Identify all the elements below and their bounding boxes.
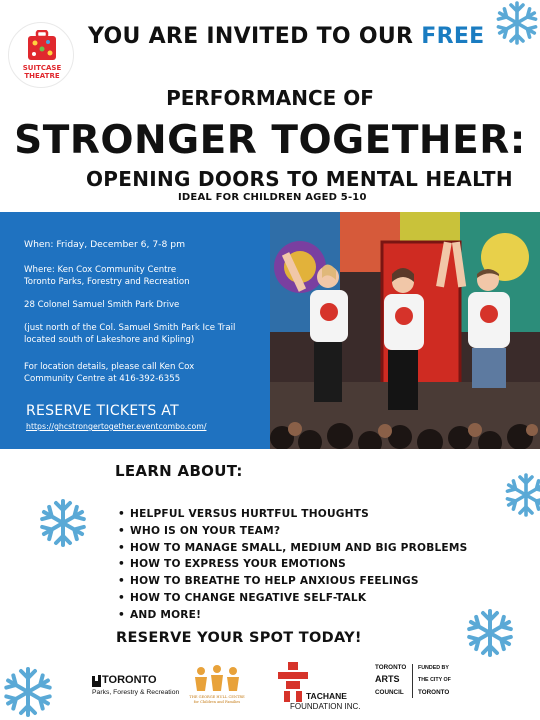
bullet: • bbox=[118, 558, 125, 571]
family-figures-icon bbox=[192, 665, 242, 693]
arts-divider bbox=[412, 664, 413, 698]
bullet: • bbox=[118, 524, 125, 537]
topic-text: HOW TO BREATHE TO HELP ANXIOUS FEELINGS bbox=[130, 575, 419, 588]
event-details-panel bbox=[0, 212, 270, 449]
toronto-name: TORONTO bbox=[102, 674, 157, 686]
reserve-tickets-heading: RESERVE TICKETS AT bbox=[26, 403, 179, 419]
bullet: • bbox=[118, 575, 125, 588]
toronto-city-hall-icon bbox=[92, 675, 101, 687]
list-item bbox=[118, 506, 467, 523]
list-item bbox=[118, 540, 467, 557]
snowflake-icon bbox=[38, 498, 88, 548]
list-item bbox=[118, 573, 467, 590]
learn-about-heading: LEARN ABOUT: bbox=[115, 462, 243, 480]
logo-text-line1: SUITCASE bbox=[22, 64, 62, 72]
george-hull-line2: for Children and Families bbox=[193, 700, 241, 704]
suitcase-icon bbox=[26, 30, 58, 62]
topic-text: HELPFUL VERSUS HURTFUL THOUGHTS bbox=[130, 508, 370, 520]
age-note: IDEAL FOR CHILDREN AGED 5-10 bbox=[178, 192, 367, 203]
free-text: FREE bbox=[421, 24, 485, 49]
event-when: When: Friday, December 6, 7-8 pm bbox=[24, 239, 186, 250]
inukshuk-icon bbox=[278, 662, 308, 702]
arts-right-3: TORONTO bbox=[418, 689, 450, 696]
performance-of-heading: PERFORMANCE OF bbox=[166, 86, 374, 110]
bullet: • bbox=[118, 591, 125, 604]
performance-photo bbox=[270, 212, 540, 449]
event-directions-2: located south of Lakeshore and Kipling) bbox=[24, 335, 195, 345]
topic-text: WHO IS ON YOUR TEAM? bbox=[130, 524, 281, 537]
arts-right-1: FUNDED BY bbox=[418, 665, 449, 671]
invite-heading bbox=[88, 24, 484, 49]
tachane-name: TACHANE bbox=[306, 691, 347, 701]
toronto-dept: Parks, Forestry & Recreation bbox=[92, 689, 180, 696]
topic-text: HOW TO EXPRESS YOUR EMOTIONS bbox=[130, 558, 347, 571]
invite-text: YOU ARE INVITED TO OUR bbox=[88, 24, 414, 49]
bullet: • bbox=[118, 508, 125, 520]
event-where-org: Toronto Parks, Forestry and Recreation bbox=[24, 277, 190, 287]
snowflake-icon bbox=[503, 472, 540, 518]
george-hull-line1: THE GEORGE HULL CENTRE bbox=[189, 695, 245, 699]
reserve-tickets-link[interactable]: https://ghcstrongertogether.eventcombo.com/ bbox=[26, 422, 207, 431]
snowflake-icon bbox=[465, 608, 515, 658]
show-title: STRONGER TOGETHER: bbox=[14, 118, 526, 163]
learn-topics-list bbox=[118, 506, 467, 624]
reserve-spot-cta: RESERVE YOUR SPOT TODAY! bbox=[116, 630, 362, 646]
bullet: • bbox=[118, 608, 125, 621]
arts-left-3: COUNCIL bbox=[375, 689, 404, 696]
arts-right-2: THE CITY OF bbox=[418, 677, 451, 683]
event-address: 28 Colonel Samuel Smith Park Drive bbox=[24, 300, 180, 310]
topic-text: HOW TO CHANGE NEGATIVE SELF-TALK bbox=[130, 591, 367, 604]
snowflake-icon bbox=[494, 0, 540, 46]
topic-text: AND MORE! bbox=[130, 608, 202, 621]
event-contact-2: Community Centre at 416-392-6355 bbox=[24, 374, 181, 384]
event-contact-1: For location details, please call Ken Cox bbox=[24, 362, 195, 372]
suitcase-theatre-logo bbox=[8, 22, 74, 88]
snowflake-icon bbox=[2, 666, 54, 718]
list-item bbox=[118, 523, 467, 540]
event-where: Where: Ken Cox Community Centre bbox=[24, 265, 177, 275]
arts-left-2: ARTS bbox=[375, 674, 400, 684]
tachane-sub: FOUNDATION INC. bbox=[290, 702, 361, 711]
list-item bbox=[118, 590, 467, 607]
list-item bbox=[118, 607, 467, 624]
list-item bbox=[118, 556, 467, 573]
toronto-arts-council-logo bbox=[371, 662, 461, 700]
show-subtitle: OPENING DOORS TO MENTAL HEALTH bbox=[86, 167, 513, 191]
event-directions-1: (just north of the Col. Samuel Smith Park Ice Trail bbox=[24, 323, 236, 333]
arts-left-1: TORONTO bbox=[375, 664, 407, 671]
logo-text-line2: THEATRE bbox=[24, 72, 60, 80]
topic-text: HOW TO MANAGE SMALL, MEDIUM AND BIG PROBLEMS bbox=[130, 541, 468, 554]
bullet: • bbox=[118, 541, 125, 554]
